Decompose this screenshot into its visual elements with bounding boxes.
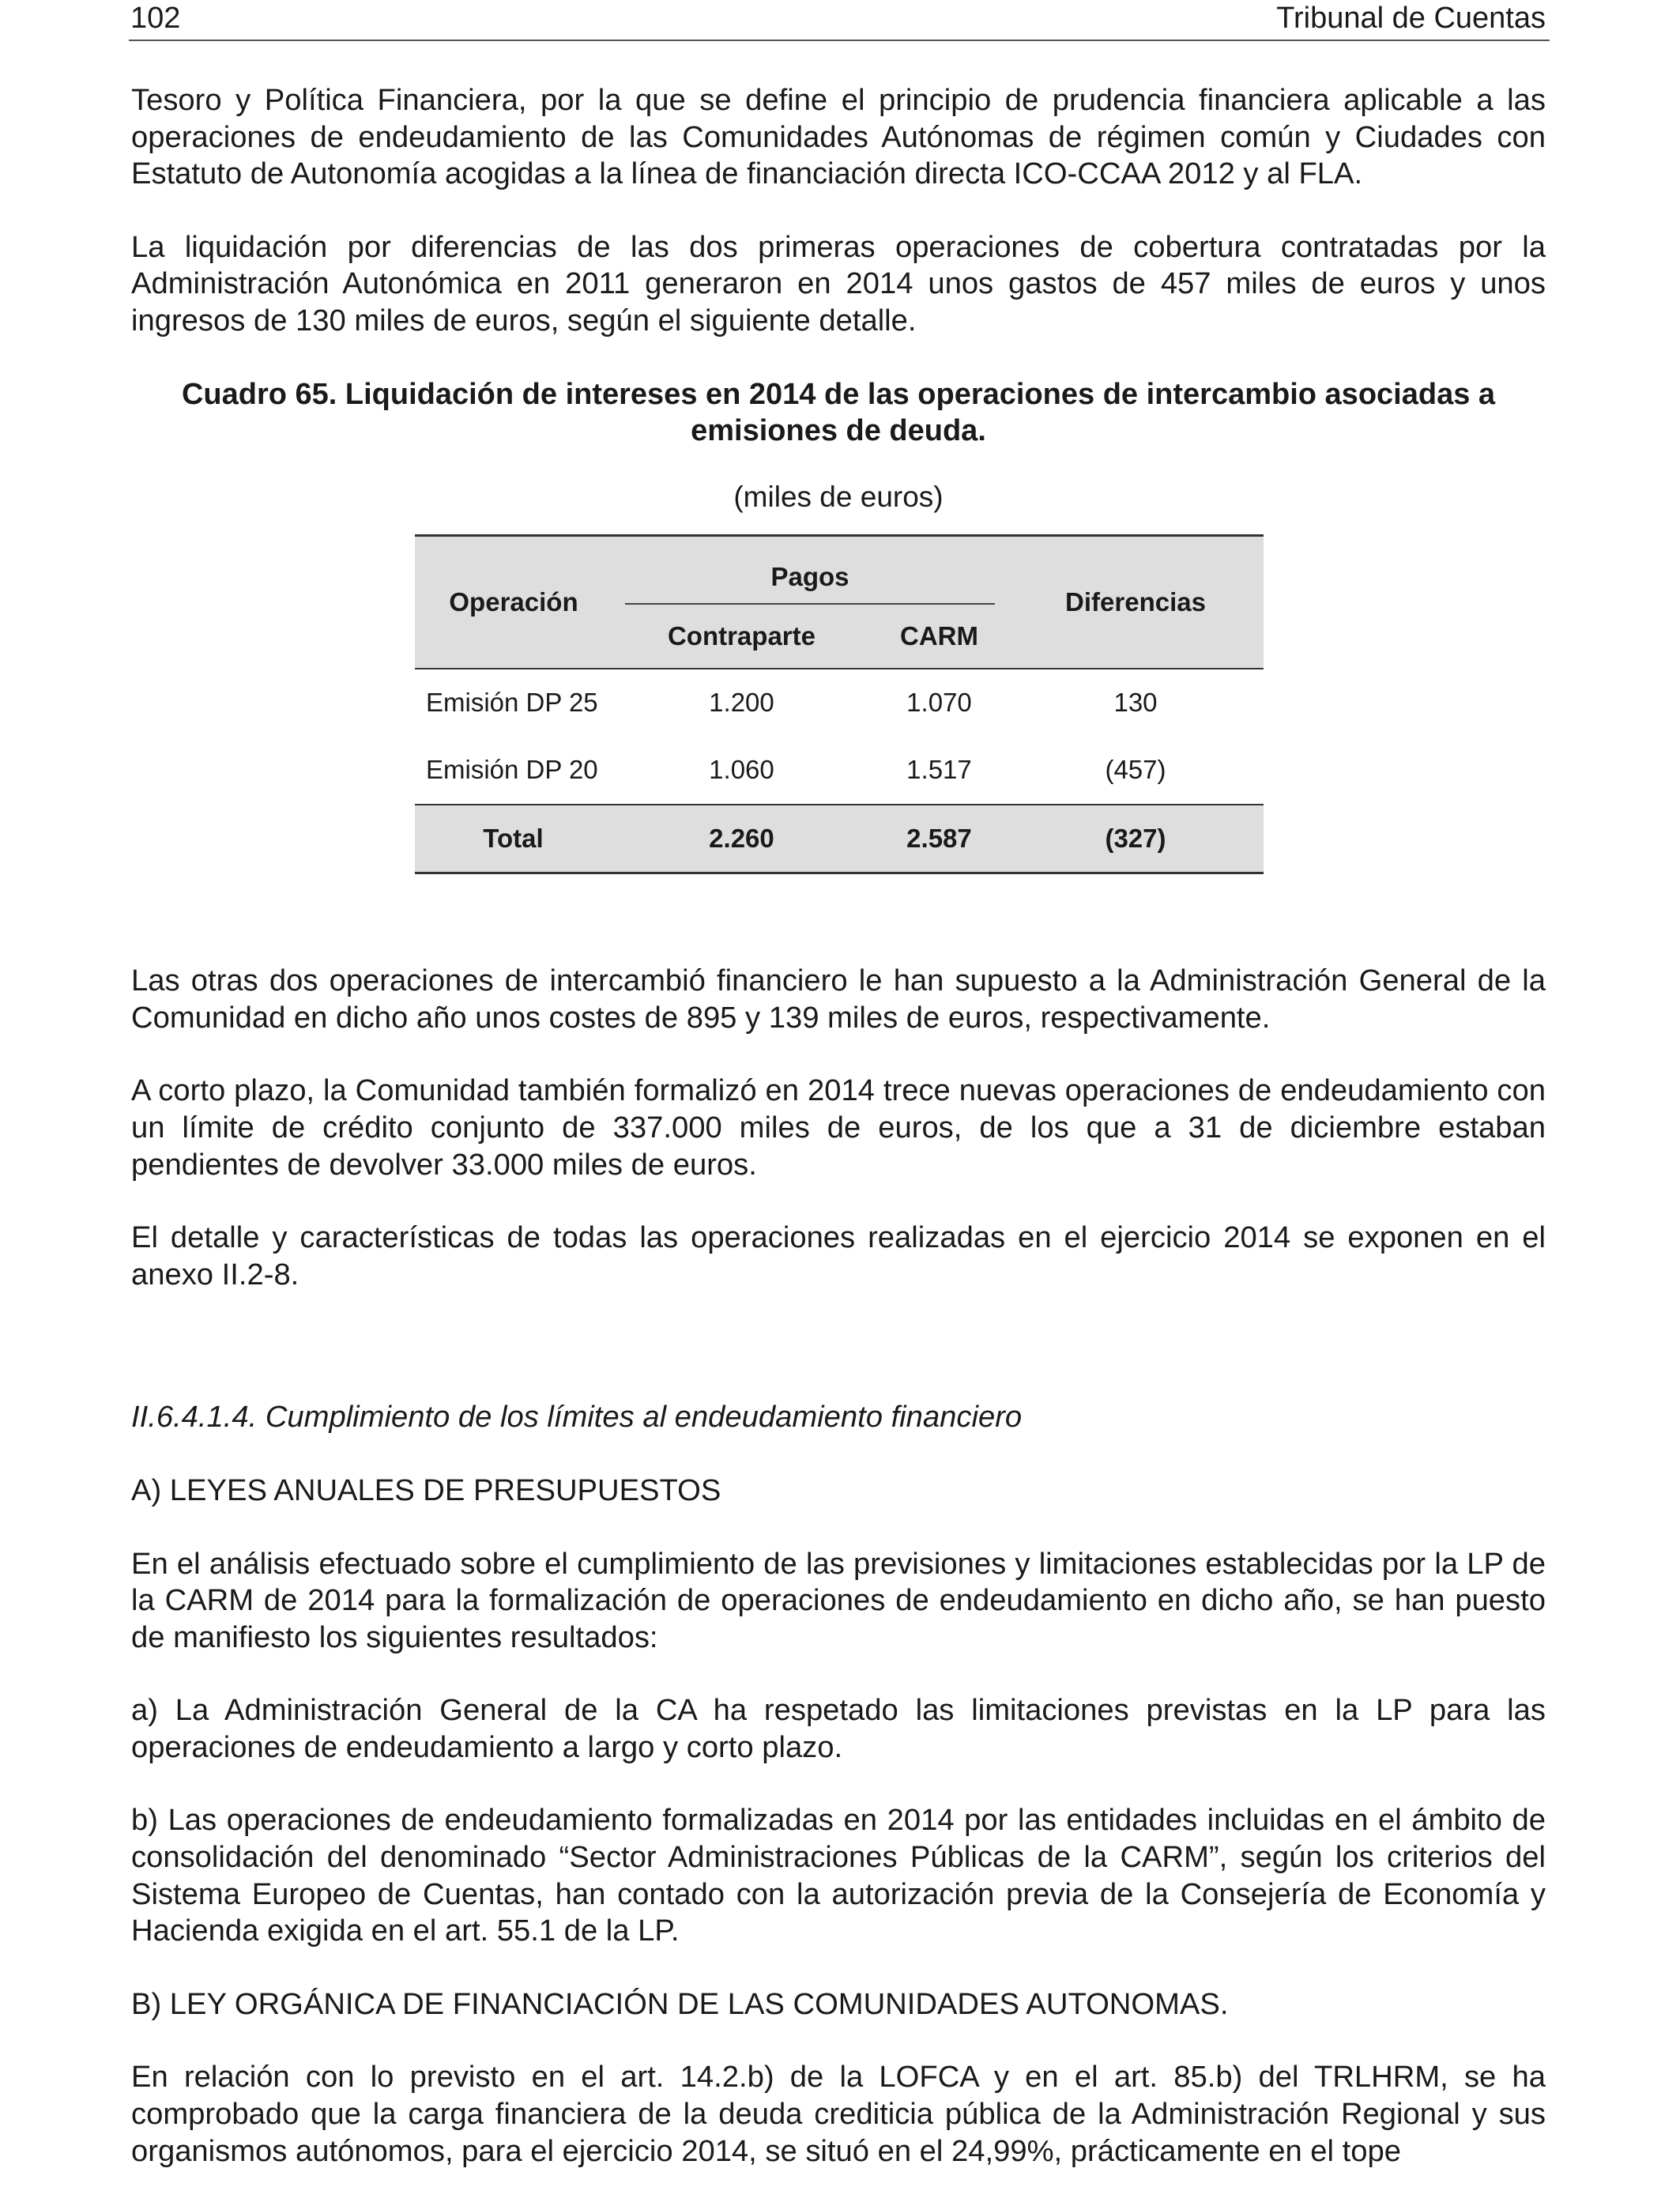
- cell-carm: 1.070: [906, 688, 972, 718]
- cell-diferencias: 130: [1113, 688, 1158, 718]
- column-header-carm: CARM: [871, 605, 1008, 669]
- data-table: [415, 534, 1264, 874]
- paragraph: A corto plazo, la Comunidad también formalizó en 2014 trece nuevas operaciones de endeudamiento con un límite de crédito conjunto de 337.000 miles de euros, de los que a 31 de diciembre estaban pendientes de devolver 33.000 miles de euros.: [131, 1073, 1546, 1182]
- table-row: [415, 737, 1264, 805]
- table-caption-line: emisiones de deuda.: [691, 413, 986, 447]
- table-total-row: [415, 805, 1264, 873]
- table-caption: [131, 376, 1546, 449]
- paragraph: El detalle y características de todas las operaciones realizadas en el ejercicio 2014 se exponen en el anexo II.2-8.: [131, 1220, 1546, 1292]
- cell-total-diferencias: (327): [1008, 805, 1264, 873]
- data-table-wrapper: [415, 534, 1264, 874]
- table-units: (miles de euros): [733, 480, 944, 513]
- cell-carm: 1.517: [906, 755, 972, 785]
- table-caption-line: Cuadro 65. Liquidación de intereses en 2014 de las operaciones de intercambio asociadas a: [181, 377, 1496, 411]
- paragraph: En relación con lo previsto en el art. 14.2.b) de la LOFCA y en el art. 85.b) del TRLHRM, se ha comprobado que la carga financiera de la deuda crediticia pública de la Administración Regional y sus organismos autónomos, para el ejercicio 2014, se situó en el 24,99%, prácticamente en el tope: [131, 2060, 1546, 2168]
- column-header-operacion: Operación: [415, 536, 612, 669]
- cell-diferencias: (457): [1105, 755, 1166, 785]
- column-header-diferencias: Diferencias: [1008, 536, 1264, 669]
- cell-operacion: Emisión DP 20: [426, 755, 598, 785]
- page-number: 102: [130, 2, 181, 35]
- column-header-pagos: [612, 536, 1008, 605]
- subsection-heading: B) LEY ORGÁNICA DE FINANCIACIÓN DE LAS COMUNIDADES AUTONOMAS.: [131, 1986, 1229, 2021]
- cell-total-carm: 2.587: [871, 805, 1008, 873]
- column-header-pagos-label: Pagos: [625, 559, 995, 605]
- header-divider: [129, 40, 1550, 41]
- paragraph: b) Las operaciones de endeudamiento formalizadas en 2014 por las entidades incluidas en el ámbito de consolidación del denominado “Sector Administraciones Públicas de la CARM”, según los criterios del Sistema Europeo de Cuentas, han contado con la autorización previa de la Consejería de Economía y Hacienda exigida en el art. 55.1 de la LP.: [131, 1803, 1546, 1948]
- paragraph: Las otras dos operaciones de intercambió financiero le han supuesto a la Administración General de la Comunidad en dicho año unos costes de 895 y 139 miles de euros, respectivamente.: [131, 963, 1546, 1035]
- paragraph: En el análisis efectuado sobre el cumplimiento de las previsiones y limitaciones establecidas por la LP de la CARM de 2014 para la formalización de operaciones de endeudamiento en dicho año, se han puesto de manifiesto los siguientes resultados:: [131, 1546, 1546, 1654]
- table-row: [415, 669, 1264, 737]
- section-heading: II.6.4.1.4. Cumplimiento de los límites al endeudamiento financiero: [131, 1400, 1023, 1435]
- cell-total-label: Total: [415, 805, 612, 873]
- subsection-heading: A) LEYES ANUALES DE PRESUPUESTOS: [131, 1473, 721, 1507]
- paragraph: a) La Administración General de la CA ha respetado las limitaciones previstas en la LP para las operaciones de endeudamiento a largo y corto plazo.: [131, 1693, 1546, 1764]
- cell-contraparte: 1.200: [709, 688, 774, 718]
- cell-operacion: Emisión DP 25: [426, 688, 598, 718]
- running-header-title: Tribunal de Cuentas: [1276, 2, 1546, 35]
- paragraph: Tesoro y Política Financiera, por la que se define el principio de prudencia financiera aplicable a las operaciones de endeudamiento de las Comunidades Autónomas de régimen común y Ciudades con Estatuto de Autonomía acogidas a la línea de financiación directa ICO-CCAA 2012 y al FLA.: [131, 83, 1546, 191]
- paragraph: La liquidación por diferencias de las dos primeras operaciones de cobertura contratadas por la Administración Autonómica en 2011 generaron en 2014 unos gastos de 457 miles de euros y unos ingresos de 130 miles de euros, según el siguiente detalle.: [131, 229, 1546, 337]
- document-body: [131, 82, 1546, 2206]
- cell-total-contraparte: 2.260: [612, 805, 871, 873]
- cell-contraparte: 1.060: [709, 755, 774, 785]
- column-header-contraparte: Contraparte: [612, 605, 871, 669]
